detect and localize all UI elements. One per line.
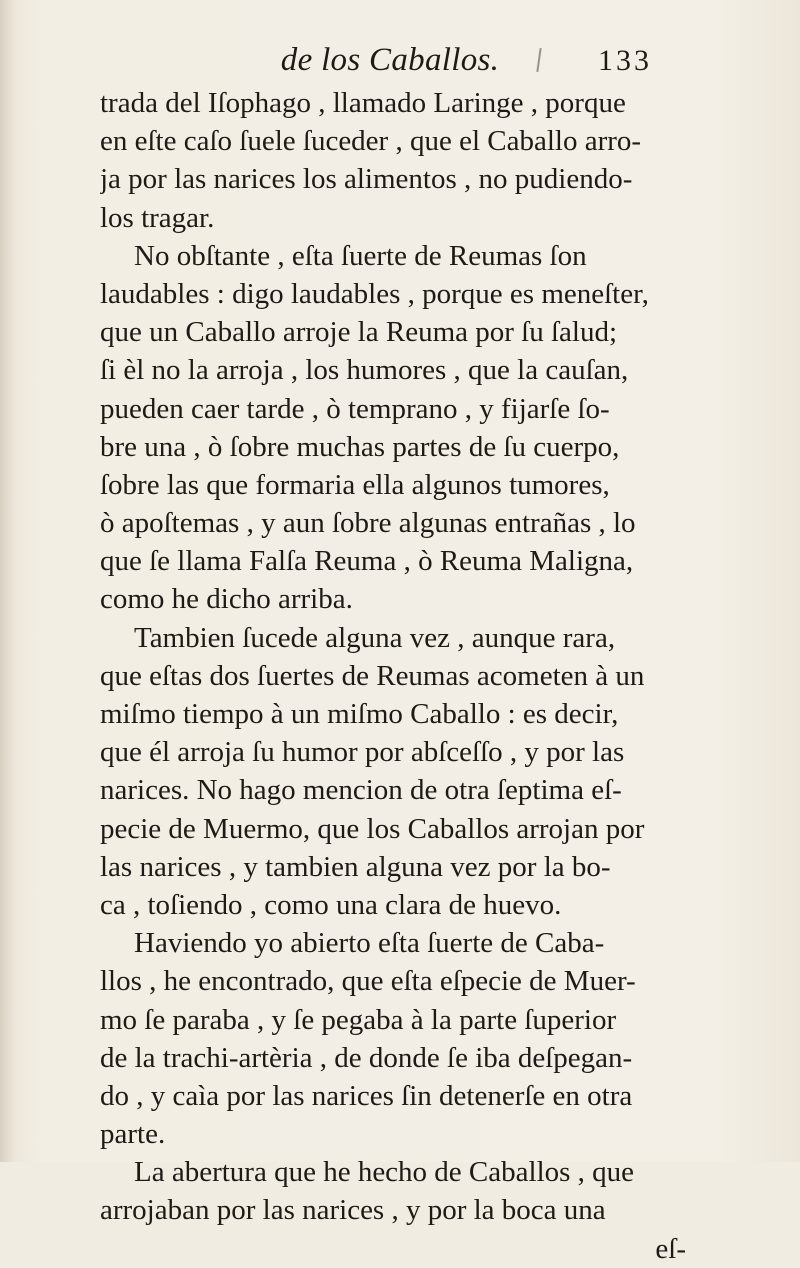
text-line: narices. No hago mencion de otra ſeptima eſ- — [100, 774, 622, 807]
text-line: arrojaban por las narices , y por la boca una — [100, 1194, 606, 1227]
paragraph-start-line: Tambien ſucede alguna vez , aunque rara, — [134, 621, 616, 654]
page-gutter — [0, 0, 14, 1162]
paragraph-start-line: Haviendo yo abierto eſta ſuerte de Caba- — [134, 927, 605, 960]
text-line: mo ſe paraba , y ſe pegaba à la parte ſuperior — [100, 1003, 617, 1036]
text-line: en eſte caſo ſuele ſuceder , que el Caballo arro- — [100, 125, 642, 158]
text-line: que eſtas dos ſuertes de Reumas acometen à un — [100, 659, 645, 692]
ink-mark — [536, 48, 541, 72]
catchword: eſ- — [655, 1232, 686, 1265]
text-line: las narices , y tambien alguna vez por la bo- — [100, 850, 611, 883]
text-line: como he dicho arriba. — [100, 583, 353, 616]
text-line: los tragar. — [100, 201, 215, 234]
running-title: de los Caballos. — [280, 42, 500, 78]
text-line: pueden caer tarde , ò temprano , y fijarſe ſo- — [100, 392, 610, 425]
text-line: miſmo tiempo à un miſmo Caballo : es decir, — [100, 698, 619, 730]
paragraph-start-line: La abertura que he hecho de Caballos , que — [134, 1156, 635, 1189]
text-line: que un Caballo arroje la Reuma por ſu ſalud; — [100, 316, 618, 349]
text-line: ò apoſtemas , y aun ſobre algunas entrañas , lo — [100, 507, 636, 540]
text-line: trada del Iſophago , llamado Laringe , porque — [100, 87, 626, 119]
text-line: bre una , ò ſobre muchas partes de ſu cuerpo, — [100, 430, 620, 463]
text-line: que ſe llama Falſa Reuma , ò Reuma Maligna, — [100, 545, 634, 578]
text-line: laudables : digo laudables , porque es meneſter, — [100, 277, 649, 310]
text-line: ſi èl no la arroja , los humores , que la cauſan, — [100, 354, 629, 387]
text-line: pecie de Muermo, que los Caballos arrojan por — [100, 812, 645, 845]
page-number: 133 — [598, 44, 652, 77]
text-line: ca , toſiendo , como una clara de huevo. — [100, 888, 562, 921]
text-line: ja por las narices los alimentos , no pudiendo- — [100, 163, 633, 196]
text-line: parte. — [100, 1118, 166, 1151]
text-line: do , y caìa por las narices ſin detenerſe en otra — [100, 1079, 633, 1112]
text-line: ſobre las que formaria ella algunos tumores, — [100, 468, 610, 501]
text-line: que él arroja ſu humor por abſceſſo , y por las — [100, 736, 625, 769]
paragraph-start-line: No obſtante , eſta ſuerte de Reumas ſon — [134, 239, 587, 272]
page-header — [0, 42, 800, 82]
text-line: llos , he encontrado, que eſta eſpecie de Muer- — [100, 965, 636, 998]
text-line: de la trachi-artèria , de donde ſe iba deſpegan- — [100, 1041, 633, 1074]
body-text — [100, 84, 700, 1268]
